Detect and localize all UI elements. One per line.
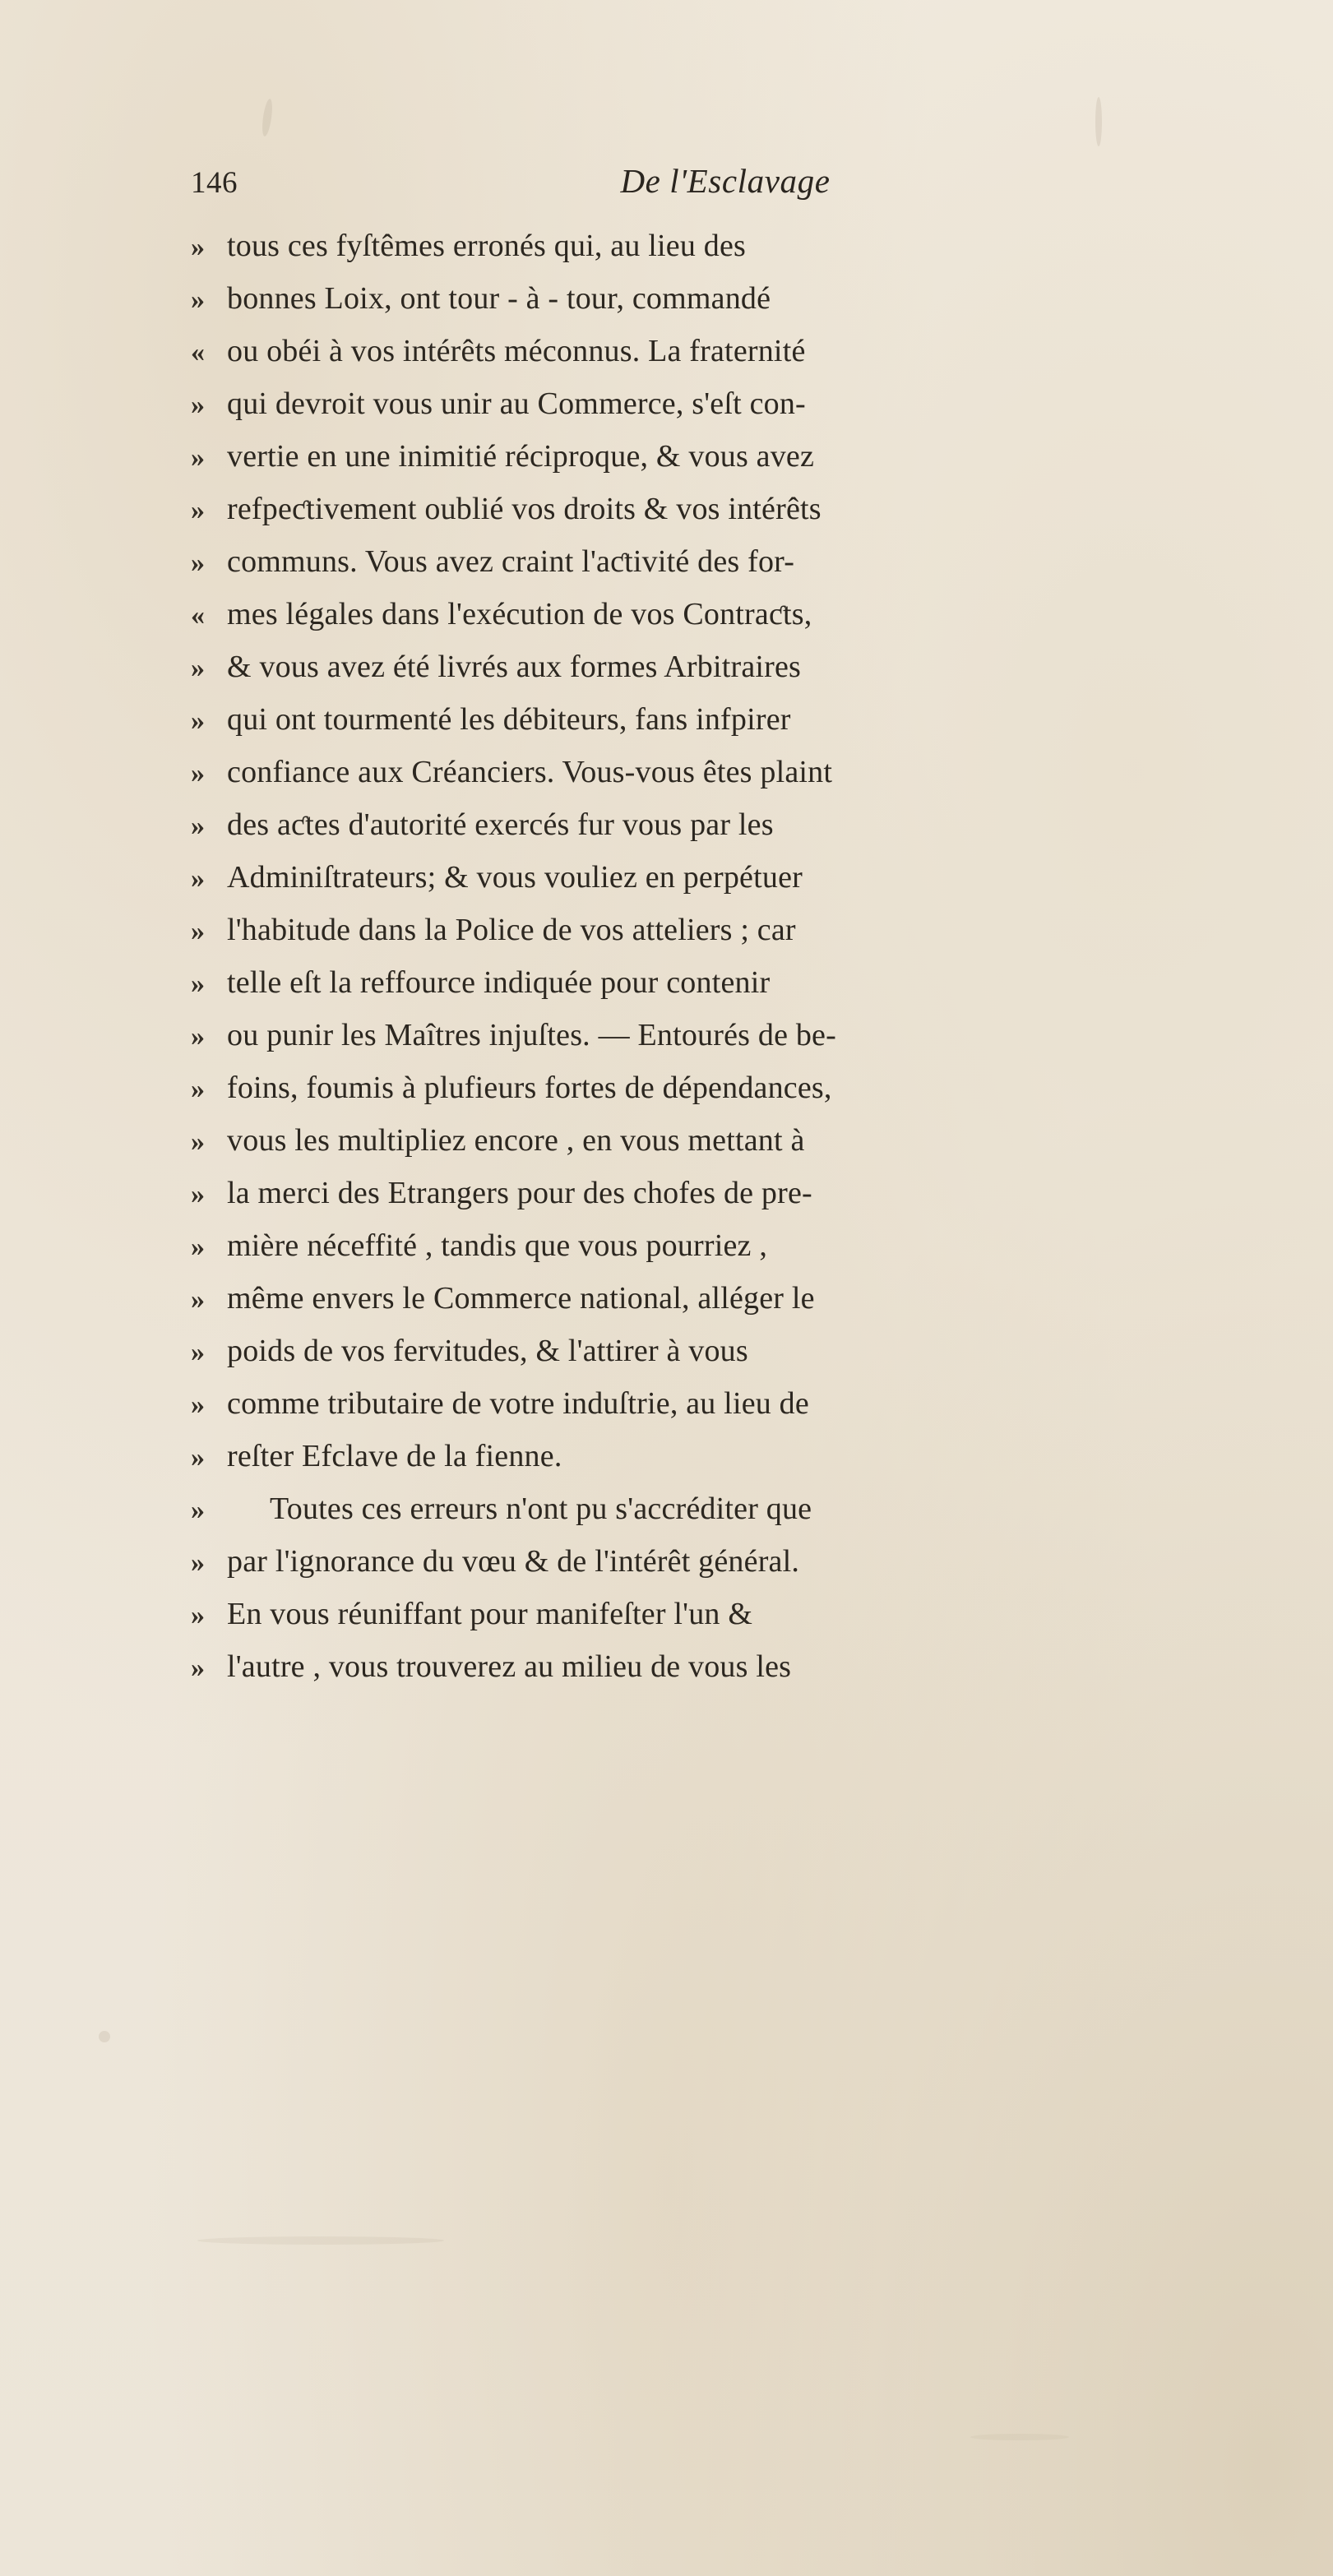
line-text: l'habitude dans la Police de vos atteliers ; car <box>227 913 796 947</box>
quote-marker: » <box>191 811 206 841</box>
line-text: l'autre , vous trouverez au milieu de vous les <box>227 1649 792 1684</box>
line-text: telle eſt la reffource indiquée pour contenir <box>227 965 771 1000</box>
text-line <box>191 1589 1268 1641</box>
line-text: poids de vos fervitudes, & l'attirer à vous <box>227 1334 748 1368</box>
page-text-block <box>191 161 1268 1694</box>
text-line <box>191 273 1268 326</box>
line-text: qui ont tourmenté les débiteurs, fans infpirer <box>227 702 791 737</box>
line-text: mes légales dans l'exécution de vos Contraƈts, <box>227 597 812 631</box>
text-line <box>191 1325 1268 1378</box>
line-text: bonnes Loix, ont tour - à - tour, commandé <box>227 281 771 316</box>
line-text: refpeƈtivement oublié vos droits & vos intérêts <box>227 492 822 526</box>
text-line <box>191 1378 1268 1431</box>
quote-marker: » <box>191 1390 206 1420</box>
line-text: reſter Efclave de la fienne. <box>227 1439 562 1473</box>
text-line <box>191 799 1268 852</box>
quote-marker: » <box>191 390 206 420</box>
text-line <box>191 694 1268 747</box>
quote-marker: » <box>191 758 206 789</box>
paper-smudge <box>261 99 274 137</box>
quote-marker: » <box>191 232 206 262</box>
line-text: foins, foumis à plufieurs fortes de dépendances, <box>227 1071 832 1105</box>
line-text: mière néceffité , tandis que vous pourriez , <box>227 1228 768 1263</box>
text-line <box>191 1220 1268 1273</box>
quote-marker: » <box>191 1547 206 1578</box>
quote-marker: » <box>191 1600 206 1630</box>
text-line <box>191 1115 1268 1168</box>
text-line <box>191 326 1268 378</box>
quote-marker: » <box>191 1653 206 1683</box>
quote-marker: » <box>191 969 206 999</box>
paragraph-one <box>191 220 1268 1483</box>
folio-number: 146 <box>191 166 238 200</box>
paper-smudge <box>99 2031 110 2042</box>
page-header <box>191 161 1268 201</box>
paragraph-two <box>191 1483 1268 1694</box>
text-line <box>191 904 1268 957</box>
quote-marker: « <box>191 337 206 368</box>
text-line <box>191 378 1268 431</box>
line-text: par l'ignorance du vœu & de l'intérêt général. <box>227 1544 800 1579</box>
line-text: confiance aux Créanciers. Vous-vous êtes plaint <box>227 755 833 789</box>
line-text: Toutes ces erreurs n'ont pu s'accréditer que <box>270 1491 812 1526</box>
text-line <box>191 1168 1268 1220</box>
line-text: qui devroit vous unir au Commerce, s'eſt con- <box>227 386 806 421</box>
quote-marker: » <box>191 1232 206 1262</box>
text-line <box>191 852 1268 904</box>
line-text: vertie en une inimitié réciproque, & vous avez <box>227 439 815 474</box>
line-text: Adminiſtrateurs; & vous vouliez en perpétuer <box>227 860 803 895</box>
paper-smudge <box>1095 97 1102 146</box>
paper-smudge <box>970 2434 1069 2440</box>
text-line <box>191 1062 1268 1115</box>
line-text: ou punir les Maîtres injuſtes. — Entourés de be- <box>227 1018 836 1052</box>
line-text: communs. Vous avez craint l'aƈtivité des for- <box>227 544 795 579</box>
text-line <box>191 641 1268 694</box>
quote-marker: » <box>191 705 206 736</box>
quote-marker: » <box>191 1495 206 1525</box>
line-text: la merci des Etrangers pour des chofes de pre- <box>227 1176 812 1210</box>
quote-marker: » <box>191 916 206 946</box>
text-line <box>191 1536 1268 1589</box>
quote-marker: » <box>191 495 206 525</box>
text-line <box>191 1431 1268 1483</box>
text-line <box>191 536 1268 589</box>
paper-smudge <box>197 2236 444 2245</box>
text-line <box>191 589 1268 641</box>
quote-marker: » <box>191 1126 206 1157</box>
quote-marker: » <box>191 1442 206 1473</box>
quote-marker: » <box>191 653 206 683</box>
text-line <box>191 957 1268 1010</box>
text-line <box>191 747 1268 799</box>
quote-marker: » <box>191 1284 206 1315</box>
text-line <box>191 1010 1268 1062</box>
quote-marker: » <box>191 1021 206 1052</box>
quote-marker: » <box>191 548 206 578</box>
quote-marker: « <box>191 600 206 631</box>
quote-marker: » <box>191 863 206 894</box>
text-line <box>191 1273 1268 1325</box>
line-text: & vous avez été livrés aux formes Arbitraires <box>227 650 802 684</box>
text-line <box>191 431 1268 483</box>
quote-marker: » <box>191 442 206 473</box>
text-line <box>191 220 1268 273</box>
quote-marker: » <box>191 284 206 315</box>
quote-marker: » <box>191 1337 206 1367</box>
line-text: En vous réuniffant pour manifeſter l'un & <box>227 1597 753 1631</box>
text-line <box>191 1641 1268 1694</box>
running-title: De l'Esclavage <box>620 162 831 200</box>
line-text: même envers le Commerce national, alléger le <box>227 1281 815 1316</box>
line-text: des aƈtes d'autorité exercés fur vous par les <box>227 807 774 842</box>
line-text: comme tributaire de votre induſtrie, au lieu de <box>227 1386 809 1421</box>
text-line <box>191 1483 1268 1536</box>
line-text: vous les multipliez encore , en vous mettant à <box>227 1123 805 1158</box>
line-text: tous ces fyſtêmes erronés qui, au lieu des <box>227 229 747 263</box>
line-text: ou obéi à vos intérêts méconnus. La fraternité <box>227 334 806 368</box>
quote-marker: » <box>191 1074 206 1104</box>
text-line <box>191 483 1268 536</box>
quote-marker: » <box>191 1179 206 1209</box>
